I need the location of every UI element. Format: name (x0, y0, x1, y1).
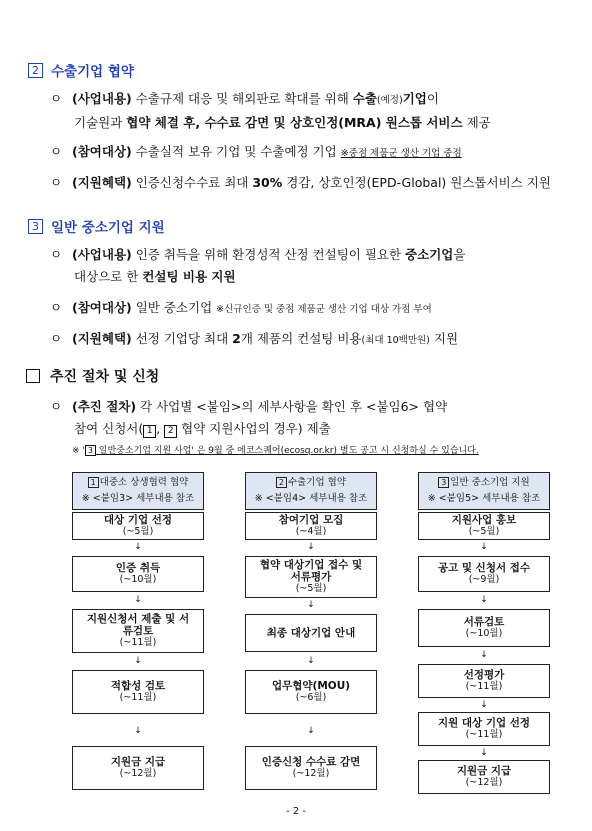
procedure-note: ※ ' 3 일반중소기업 지원 사업' 은 9월 중 에코스퀘어(ecosq.or.kr) 별도 공고 시 신청하실 수 있습니다. (72, 446, 479, 456)
flow-step: 지원금 지급 (~12월) (72, 746, 204, 790)
list-item: ㅇ (지원혜택) 선정 기업당 최대 2개 제품의 컨설팅 비용(최대 10백만원) 지원 (50, 331, 459, 346)
down-arrow-icon: ↓ (307, 656, 315, 666)
flow-step: 인증 취득 (~10월) (72, 556, 204, 592)
flow-step: 서류검토 (~10월) (418, 609, 550, 647)
flow-step: 지원금 지급 (~12월) (418, 760, 550, 794)
list-item: ㅇ (지원혜택) 인증신청수수료 최대 30% 경감, 상호인정(EPD-Global) 원스톱서비스 지원 (50, 175, 551, 190)
flow-step: 대상 기업 선정 (~5월) (72, 512, 204, 540)
list-item: ㅇ (추진 절차) 각 사업별 <붙임>의 세부사항을 확인 후 <붙임6> 협약 참여 신청서( 1 , 2 협약 지원사업의 경우) 제출 (50, 399, 448, 436)
procedure-heading (26, 366, 159, 386)
down-arrow-icon: ↓ (134, 595, 142, 605)
down-arrow-icon: ↓ (134, 726, 142, 736)
flow-step: 인증신청 수수료 감면 (~12월) (245, 746, 377, 790)
list-item: ㅇ (사업내용) 인증 취득을 위해 환경성적 산정 컨설팅이 필요한 중소기업을 대상으로 한 컨설팅 비용 지원 (50, 247, 466, 284)
box-number-3: 3 (85, 445, 96, 456)
list-item: ㅇ (참여대상) 수출실적 보유 기업 및 수출예정 기업 ※중점 제품군 생산 기업 중점 (50, 144, 462, 159)
flow-column-header: 2 수출기업 협약 ※ <붙임4> 세부내용 참조 (245, 472, 377, 510)
box-number-2: 2 (164, 425, 177, 438)
list-item: ㅇ (참여대상) 일반 중소기업 ※신규인증 및 중점 제품군 생산 기업 대상 가점 부여 (50, 300, 432, 315)
procedure-title: 추진 절차 및 신청 (50, 369, 160, 385)
list-item: ㅇ (사업내용) 수출규제 대응 및 해외판로 확대를 위해 수출(예정)기업이 기술원과 협약 체결 후, 수수료 감면 및 상호인정(MRA) 원스톱 서비스 제공 (50, 91, 491, 130)
down-arrow-icon: ↓ (480, 542, 488, 552)
down-arrow-icon: ↓ (480, 650, 488, 660)
section-number-box: 2 (28, 63, 43, 78)
down-arrow-icon: ↓ (134, 656, 142, 666)
square-bullet-icon (26, 369, 40, 383)
down-arrow-icon: ↓ (480, 748, 488, 758)
section-title: 일반 중소기업 지원 (51, 220, 165, 236)
page-number: - 2 - (286, 806, 306, 817)
flow-column-3 (418, 472, 550, 788)
down-arrow-icon: ↓ (480, 595, 488, 605)
flow-step: 공고 및 신청서 접수 (~9월) (418, 556, 550, 592)
down-arrow-icon: ↓ (480, 700, 488, 710)
flow-step: 선정평가 (~11월) (418, 664, 550, 698)
section-title: 수출기업 협약 (51, 64, 134, 80)
down-arrow-icon: ↓ (307, 542, 315, 552)
flow-step: 적합성 검토 (~11월) (72, 670, 204, 714)
flow-step: 지원 대상 기업 선정 (~11월) (418, 712, 550, 746)
down-arrow-icon: ↓ (307, 726, 315, 736)
down-arrow-icon: ↓ (134, 542, 142, 552)
box-number-1: 1 (143, 425, 156, 438)
flow-step: 협약 대상기업 접수 및 서류평가 (~5월) (245, 556, 377, 598)
flow-column-2 (245, 472, 377, 779)
flow-step: 지원사업 홍보 (~5월) (418, 512, 550, 540)
flow-step: 업무협약(MOU) (~6월) (245, 670, 377, 714)
section-heading-sme (28, 216, 165, 236)
down-arrow-icon: ↓ (307, 600, 315, 610)
section-heading-export (28, 60, 134, 80)
section-number-box: 3 (28, 219, 43, 234)
flow-column-header: 3 일반 중소기업 지원 ※ <붙임5> 세부내용 참조 (418, 472, 550, 510)
flow-column-header: 1 대중소 상생협력 협약 ※ <붙임3> 세부내용 참조 (72, 472, 204, 510)
flow-step: 최종 대상기업 안내 (245, 614, 377, 652)
flow-column-1 (72, 472, 204, 779)
flow-step: 참여기업 모집 (~4월) (245, 512, 377, 540)
flow-step: 지원신청서 제출 및 서류검토 (~11월) (72, 609, 204, 653)
